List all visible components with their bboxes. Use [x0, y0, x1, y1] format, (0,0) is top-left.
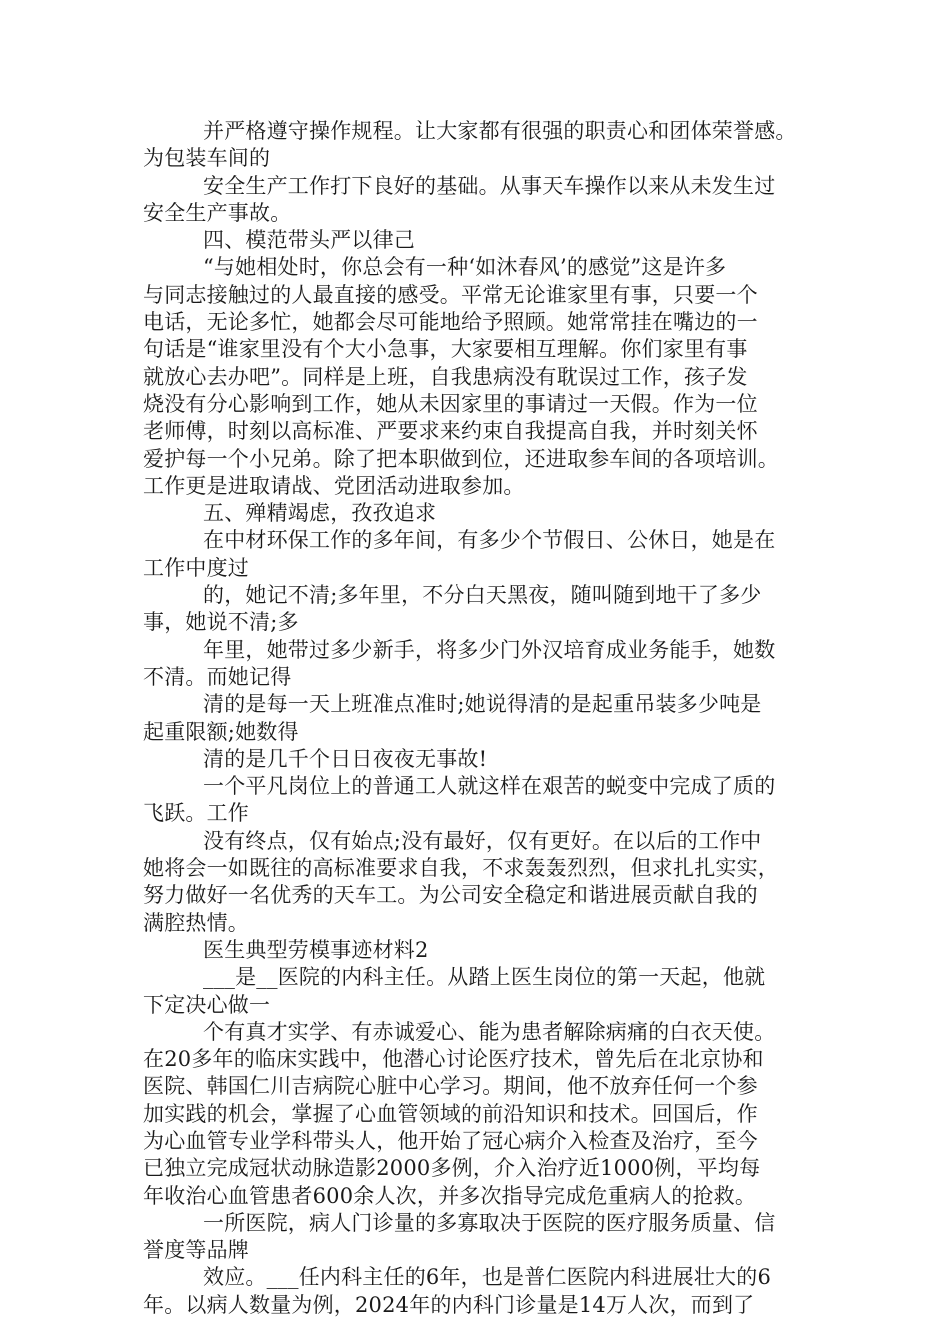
text-line: 效应。___任内科主任的6年，也是普仁医院内科进展壮大的6	[203, 1265, 772, 1290]
text-line: 努力做好一名优秀的天车工。为公司安全稳定和谐进展贡献自我的	[143, 883, 758, 908]
text-line: 的，她记不清;多年里，不分白天黑夜，随叫随到地干了多少	[203, 583, 762, 608]
text-line: 安全生产事故。	[143, 200, 292, 225]
text-line: 为心血管专业学科带头人，他开始了冠心病介入检查及治疗，至今	[143, 1128, 758, 1153]
text-line: 个有真才实学、有赤诚爱心、能为患者解除病痛的白衣天使。	[203, 1019, 776, 1044]
text-line: 已独立完成冠状动脉造影2000多例，介入治疗近1000例，平均每	[143, 1156, 761, 1181]
text-line: 下定决心做一	[143, 992, 271, 1017]
text-line: “与她相处时，你总会有一种‘如沐春风’的感觉”这是许多	[203, 255, 727, 280]
text-line: 四、模范带头严以律己	[203, 228, 415, 253]
text-line: 五、殚精竭虑，孜孜追求	[203, 501, 437, 526]
text-line: 在中材环保工作的多年间，有多少个节假日、公休日，她是在	[203, 528, 776, 553]
text-line: 年收治心血管患者600余人次，并多次指导完成危重病人的抢救。	[143, 1183, 757, 1208]
text-line: 电话，无论多忙，她都会尽可能地给予照顾。她常常挂在嘴边的一	[143, 310, 758, 335]
text-line: 工作更是进取请战、党团活动进取参加。	[143, 473, 525, 498]
text-line: 与同志接触过的人最直接的感受。平常无论谁家里有事，只要一个	[143, 282, 758, 307]
text-line: 一所医院，病人门诊量的多寡取决于医院的医疗服务质量、信	[203, 1210, 776, 1235]
text-line: ___是__医院的内科主任。从踏上医生岗位的第一天起，他就	[203, 965, 766, 990]
text-line: 工作中度过	[143, 555, 249, 580]
text-line: 满腔热情。	[143, 910, 249, 935]
text-line: 并严格遵守操作规程。让大家都有很强的职责心和团体荣誉感。	[203, 119, 797, 143]
text-line: 安全生产工作打下良好的基础。从事天车操作以来从未发生过	[203, 173, 776, 198]
text-line: 清的是每一天上班准点准时;她说得清的是起重吊装多少吨是	[203, 692, 762, 717]
text-line: 医生典型劳模事迹材料2	[203, 937, 429, 962]
text-line: 医院、韩国仁川吉病院心脏中心学习。期间，他不放弃任何一个参	[143, 1074, 758, 1099]
text-line: 飞跃。工作	[143, 801, 249, 826]
text-line: 烧没有分心影响到工作，她从未因家里的事请过一天假。作为一位	[143, 391, 758, 416]
text-line: 就放心去办吧”。同样是上班，自我患病没有耽误过工作，孩子发	[143, 364, 748, 389]
text-line: 加实践的机会，掌握了心血管领域的前沿知识和技术。回国后，作	[143, 1101, 758, 1126]
text-line: 没有终点，仅有始点;没有最好，仅有更好。在以后的工作中	[203, 828, 762, 853]
text-line: 事，她说不清;多	[143, 610, 299, 635]
text-line: 不清。而她记得	[143, 664, 292, 689]
text-line: 她将会一如既往的高标准要求自我，不求轰轰烈烈，但求扎扎实实，	[143, 856, 779, 881]
text-line: 起重限额;她数得	[143, 719, 299, 744]
text-line: 清的是几千个日日夜夜无事故!	[203, 746, 488, 771]
text-line: 在20多年的临床实践中，他潜心讨论医疗技术，曾先后在北京协和	[143, 1047, 764, 1072]
text-line: 誉度等品牌	[143, 1238, 249, 1263]
text-line: 老师傅，时刻以高标准、严要求来约束自我提高自我，并时刻关怀	[143, 419, 758, 444]
document-page	[143, 118, 823, 1319]
text-line: 爱护每一个小兄弟。除了把本职做到位，还进取参车间的各项培训。	[143, 446, 779, 471]
text-line: 句话是“谁家里没有个大小急事，大家要相互理解。你们家里有事	[143, 337, 748, 362]
text-line: 年里，她带过多少新手，将多少门外汉培育成业务能手，她数	[203, 637, 776, 662]
text-line: 一个平凡岗位上的普通工人就这样在艰苦的蜕变中完成了质的	[203, 774, 776, 799]
text-line: 年。以病人数量为例，2024年的内科门诊量是14万人次，而到了	[143, 1292, 755, 1317]
text-line: 为包装车间的	[143, 146, 271, 171]
